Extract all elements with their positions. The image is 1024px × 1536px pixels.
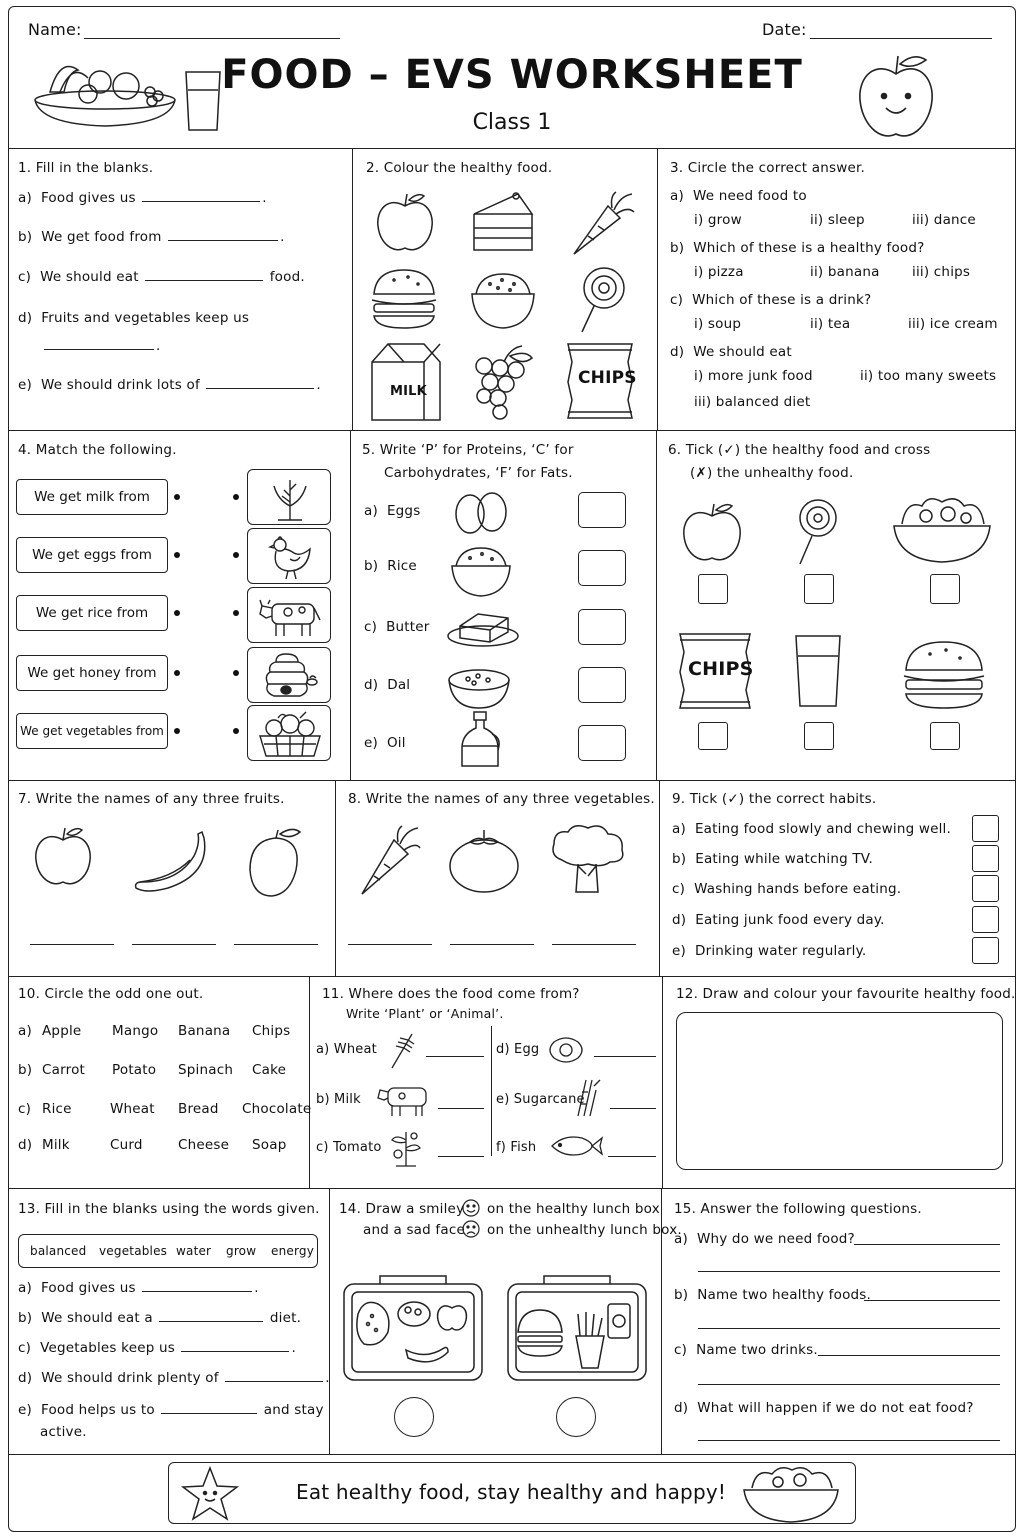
q3c-option-2[interactable]: ii) tea (810, 316, 851, 332)
odd-one-option[interactable]: Apple (42, 1023, 82, 1039)
odd-one-option[interactable]: Potato (112, 1062, 157, 1078)
q11-answer-line[interactable] (438, 1156, 484, 1157)
q1-title: 1. Fill in the blanks. (18, 160, 154, 176)
q4-item-honey[interactable]: We get honey from (16, 655, 168, 691)
fish-icon (548, 1134, 602, 1158)
vegetable-basket-picture[interactable] (247, 705, 331, 761)
q5-answer-box-d[interactable] (578, 667, 626, 703)
smiley-face-icon (462, 1199, 480, 1217)
glass-of-milk-icon (794, 634, 842, 708)
burger-icon[interactable] (370, 268, 438, 330)
odd-one-option[interactable]: Rice (42, 1101, 72, 1117)
smiling-star-icon (180, 1466, 240, 1522)
salad-bowl-icon (742, 1464, 840, 1524)
milk-label: MILK (390, 384, 427, 399)
q9-tick-box-b[interactable] (972, 845, 999, 872)
match-dot[interactable] (233, 670, 239, 676)
odd-one-option[interactable]: Spinach (178, 1062, 234, 1078)
page-subtitle: Class 1 (472, 110, 552, 135)
q3c-option-1[interactable]: i) soup (694, 316, 742, 332)
q4-title: 4. Match the following. (18, 442, 177, 458)
q6-tick-box-burger[interactable] (930, 722, 960, 750)
q3a-option-3[interactable]: iii) dance (912, 212, 976, 228)
q4-item-rice[interactable]: We get rice from (16, 595, 168, 631)
tomato-plant-icon (388, 1126, 424, 1168)
q11-answer-line[interactable] (594, 1056, 656, 1057)
q7-answer-line[interactable] (132, 944, 216, 945)
name-field[interactable] (84, 38, 340, 39)
q15-answer-line[interactable] (698, 1440, 1000, 1441)
healthy-lunch-box-icon[interactable] (340, 1274, 486, 1384)
q7-title: 7. Write the names of any three fruits. (18, 791, 285, 807)
q6-tick-box-milk[interactable] (804, 722, 834, 750)
unhealthy-lunch-box-icon[interactable] (504, 1274, 650, 1384)
odd-one-option[interactable]: Chips (252, 1023, 291, 1039)
q11-answer-line[interactable] (438, 1108, 484, 1109)
smiling-apple-icon (856, 52, 936, 142)
chips-label: CHIPS (578, 368, 637, 388)
fried-egg-icon (548, 1036, 584, 1064)
q5-answer-box-c[interactable] (578, 609, 626, 645)
q13-blank-a[interactable] (142, 1280, 252, 1292)
q15-answer-line[interactable] (864, 1300, 1000, 1301)
odd-one-option[interactable]: Bread (178, 1101, 219, 1117)
q6-title-line2: (✗) the unhealthy food. (690, 465, 854, 481)
q1-blank-a[interactable] (142, 190, 260, 202)
glass-icon (184, 70, 222, 132)
hen-picture[interactable] (247, 528, 331, 584)
q6-tick-box-lollipop[interactable] (804, 574, 834, 604)
footer-text: Eat healthy food, stay healthy and happy! (296, 1480, 727, 1504)
q1-item-b: b) We get food from . (18, 229, 285, 245)
q1-item-e: e) We should drink lots of . (18, 377, 321, 393)
match-dot[interactable] (174, 728, 180, 734)
q1-item-c: c) We should eat food. (18, 269, 305, 285)
q3-title: 3. Circle the correct answer. (670, 160, 865, 176)
name-label: Name: (28, 20, 82, 39)
q6-title-line1: 6. Tick (✓) the healthy food and cross (668, 442, 931, 458)
q8-title: 8. Write the names of any three vegetables. (348, 791, 655, 807)
q7-answer-line[interactable] (234, 944, 318, 945)
q5-answer-box-a[interactable] (578, 492, 626, 528)
q3a-option-2[interactable]: ii) sleep (810, 212, 865, 228)
q9-tick-box-d[interactable] (972, 906, 999, 933)
q11-title-line2: Write ‘Plant’ or ‘Animal’. (346, 1006, 504, 1021)
q6-tick-box-salad[interactable] (930, 574, 960, 604)
odd-one-option[interactable]: Soap (252, 1137, 287, 1153)
carrot-icon (358, 826, 420, 896)
date-field[interactable] (810, 38, 992, 39)
beehive-picture[interactable] (247, 647, 331, 703)
chips-label: CHIPS (688, 658, 754, 680)
match-dot[interactable] (174, 670, 180, 676)
odd-one-option[interactable]: Cake (252, 1062, 287, 1078)
q3d-option-3[interactable]: iii) balanced diet (694, 394, 811, 410)
q8-answer-line[interactable] (450, 944, 534, 945)
q13-blank-c[interactable] (181, 1340, 289, 1352)
q9-tick-box-e[interactable] (972, 937, 999, 964)
cow-picture[interactable] (247, 587, 331, 643)
odd-one-option[interactable]: Banana (178, 1023, 231, 1039)
match-dot[interactable] (233, 610, 239, 616)
q1-blank-d[interactable] (44, 338, 154, 350)
carrot-icon[interactable] (568, 192, 634, 256)
match-dot[interactable] (233, 728, 239, 734)
burger-icon (902, 640, 986, 710)
q3d-option-1[interactable]: i) more junk food (694, 368, 813, 384)
tomato-icon (448, 826, 520, 894)
q3c-option-3[interactable]: iii) ice cream (908, 316, 998, 332)
odd-one-option[interactable]: Chocolate (242, 1101, 312, 1117)
salad-bowl-icon (892, 494, 992, 566)
sugarcane-icon (574, 1078, 602, 1118)
sad-face-icon (462, 1220, 480, 1238)
broccoli-icon (548, 824, 626, 896)
q5-answer-box-e[interactable] (578, 725, 626, 761)
q9-tick-box-a[interactable] (972, 815, 999, 842)
q15-title: 15. Answer the following questions. (674, 1201, 922, 1217)
apple-icon (682, 500, 742, 564)
q3d-option-2[interactable]: ii) too many sweets (860, 368, 997, 384)
odd-one-option[interactable]: Milk (42, 1137, 70, 1153)
q9-title: 9. Tick (✓) the correct habits. (672, 791, 877, 807)
date-label: Date: (762, 20, 807, 39)
q8-answer-line[interactable] (348, 944, 432, 945)
q5-title-line2: Carbohydrates, ‘F’ for Fats. (384, 465, 573, 481)
q6-tick-box-chips[interactable] (698, 722, 728, 750)
q15-answer-line[interactable] (698, 1328, 1000, 1329)
q1-blank-c[interactable] (145, 269, 263, 281)
drawing-area[interactable] (676, 1012, 1003, 1170)
rice-plant-picture[interactable] (247, 469, 331, 525)
odd-one-option[interactable]: Mango (112, 1023, 159, 1039)
q13-title: 13. Fill in the blanks using the words given. (18, 1201, 320, 1217)
match-dot[interactable] (233, 552, 239, 558)
q3b-option-2[interactable]: ii) banana (810, 264, 880, 280)
q4-item-vegetables[interactable]: We get vegetables from (16, 713, 168, 749)
q11-answer-line[interactable] (426, 1056, 484, 1057)
fruit-bowl-icon (30, 52, 180, 132)
q3b-option-1[interactable]: i) pizza (694, 264, 744, 280)
match-dot[interactable] (174, 610, 180, 616)
rice-bowl-icon (450, 544, 512, 598)
q6-tick-box-apple[interactable] (698, 574, 728, 604)
dal-bowl-icon (446, 666, 512, 710)
unhealthy-face-circle[interactable] (556, 1397, 596, 1437)
q15-answer-line[interactable] (698, 1384, 1000, 1385)
cow-icon (376, 1080, 432, 1118)
q1-item-a: a) Food gives us . (18, 190, 267, 206)
lollipop-icon (794, 498, 838, 566)
eggs-icon (452, 490, 512, 536)
q15-answer-line[interactable] (698, 1271, 1000, 1272)
cake-icon[interactable] (470, 192, 536, 252)
q15-answer-line[interactable] (854, 1244, 1000, 1245)
match-dot[interactable] (174, 494, 180, 500)
wheat-icon (388, 1030, 418, 1070)
mango-icon (246, 826, 306, 898)
apple-icon[interactable] (376, 192, 434, 254)
q12-title: 12. Draw and colour your favourite healthy food. (676, 986, 1016, 1002)
q2-title: 2. Colour the healthy food. (366, 160, 553, 176)
page-title: FOOD – EVS WORKSHEET (221, 52, 803, 98)
q1-item-d: d) Fruits and vegetables keep us (18, 310, 250, 326)
odd-one-option[interactable]: Curd (110, 1137, 143, 1153)
healthy-face-circle[interactable] (394, 1397, 434, 1437)
match-dot[interactable] (174, 552, 180, 558)
lollipop-icon[interactable] (576, 266, 626, 334)
q11-answer-line[interactable] (608, 1156, 656, 1157)
odd-one-option[interactable]: Cheese (178, 1137, 230, 1153)
word-bank-word: grow (226, 1244, 257, 1258)
grapes-icon[interactable] (470, 344, 534, 422)
word-bank-word: energy (271, 1244, 315, 1258)
match-dot[interactable] (233, 494, 239, 500)
word-bank-word: vegetables (99, 1244, 168, 1258)
word-bank-word: balanced (30, 1244, 87, 1258)
q9-tick-box-c[interactable] (972, 875, 999, 902)
word-bank-word: water (176, 1244, 212, 1258)
q3b-option-3[interactable]: iii) chips (912, 264, 971, 280)
rice-bowl-icon[interactable] (470, 270, 536, 330)
q10-title: 10. Circle the odd one out. (18, 986, 204, 1002)
odd-one-option[interactable]: Carrot (42, 1062, 86, 1078)
q1-blank-e[interactable] (206, 377, 314, 389)
q5-answer-box-b[interactable] (578, 550, 626, 586)
q13-blank-e[interactable] (161, 1402, 257, 1414)
banana-icon (132, 830, 210, 896)
q5-title-line1: 5. Write ‘P’ for Proteins, ‘C’ for (362, 442, 574, 458)
q11-title-line1: 11. Where does the food come from? (322, 986, 580, 1002)
q1-blank-b[interactable] (168, 229, 278, 241)
oil-bottle-icon (458, 710, 502, 768)
q15-answer-line[interactable] (818, 1355, 1000, 1356)
q13-blank-d[interactable] (225, 1370, 323, 1382)
q11-answer-line[interactable] (610, 1108, 656, 1109)
butter-icon (446, 608, 520, 648)
q4-item-eggs[interactable]: We get eggs from (16, 537, 168, 573)
q13-blank-b[interactable] (159, 1310, 263, 1322)
milk-carton-icon[interactable] (368, 340, 444, 422)
q3a-option-1[interactable]: i) grow (694, 212, 742, 228)
apple-icon (34, 826, 92, 888)
odd-one-option[interactable]: Wheat (110, 1101, 155, 1117)
q8-answer-line[interactable] (552, 944, 636, 945)
q7-answer-line[interactable] (30, 944, 114, 945)
q4-item-milk[interactable]: We get milk from (16, 479, 168, 515)
